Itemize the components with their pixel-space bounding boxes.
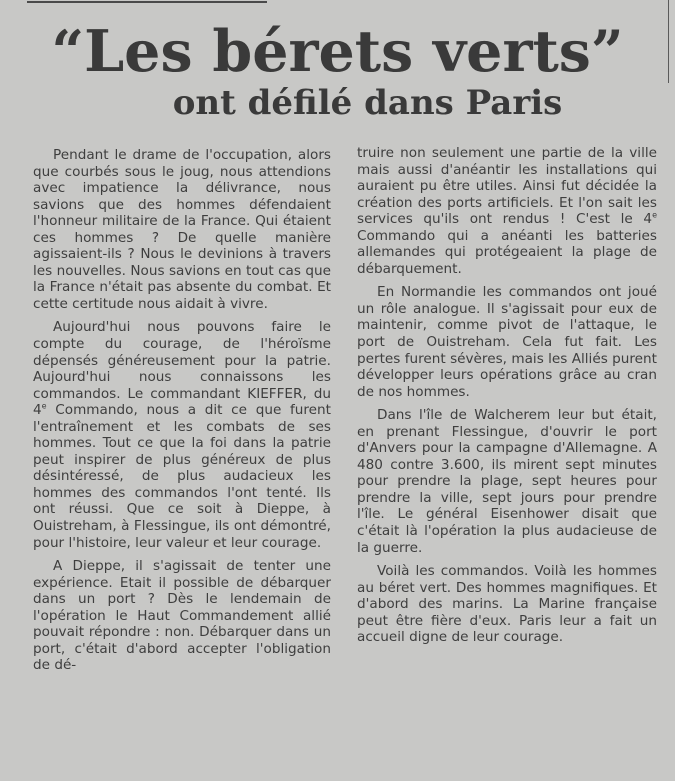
left-column bbox=[33, 147, 331, 681]
right-column bbox=[357, 145, 657, 653]
subheadline: ont défilé dans Paris bbox=[172, 83, 563, 123]
headline: “Les bérets verts” bbox=[51, 18, 624, 85]
paragraph: Aujourd'hui nous pouvons faire le compte du courage, de l'héroïsme dépensés généreusement pour la patrie. Aujourd'hui nous connaissons les commandos. Le commandant KIEFFER, du 4e Commando, nous a dit ce que furent l'entraînement et les combats de ses hommes. Tout ce que la foi dans la patrie peut inspirer de plus généreux de plus désintéressé, de plus audacieux les hommes des commandos l'ont tenté. Ils ont réussi. Que ce soit à Dieppe, à Ouistreham, à Flessingue, ils ont démontré, pour l'histoire, leur valeur et leur courage. bbox=[33, 319, 331, 551]
paragraph: truire non seulement une partie de la ville mais aussi d'anéantir les installations qui auraient pu être utiles. Ainsi fut décidée la création des ports artificiels. Et l'on sait les services qu'ils ont rendus ! C'est le 4e Commando qui a anéanti les batteries allemandes qui protégeaient la plage de débarquement. bbox=[357, 145, 657, 277]
paragraph: Pendant le drame de l'occupation, alors que courbés sous le joug, nous attendions avec impatience la délivrance, nous savions que des hommes défendaient l'honneur militaire de la France. Qui étaient ces hommes ? De quelle manière agissaient-ils ? Nous le devinions à travers les nouvelles. Nous savions en tout cas que la France n'était pas absente du combat. Et cette certitude nous aidait à vivre. bbox=[33, 147, 331, 312]
paragraph: A Dieppe, il s'agissait de tenter une expérience. Etait il possible de débarquer dans un port ? Dès le lendemain de l'opération le Haut Commandement allié pouvait répondre : non. Débarquer dans un port, c'était d'abord accepter l'obligation de dé- bbox=[33, 558, 331, 674]
paragraph: Voilà les commandos. Voilà les hommes au béret vert. Des hommes magnifiques. Et d'abord des marins. La Marine française peut être fière d'eux. Paris leur a fait un accueil digne de leur courage. bbox=[357, 563, 657, 646]
paragraph: Dans l'île de Walcherem leur but était, en prenant Flessingue, d'ouvrir le port d'Anvers pour la campagne d'Allemagne. A 480 contre 3.600, ils mirent sept minutes pour prendre la plage, sept heures pour prendre la ville, sept jours pour prendre l'île. Le général Eisenhower disait que c'était là l'opération la plus audacieuse de la guerre. bbox=[357, 407, 657, 556]
paragraph: En Normandie les commandos ont joué un rôle analogue. Il s'agissait pour eux de maintenir, comme pivot de l'attaque, le port de Ouistreham. Cela fut fait. Les pertes furent sévères, mais les Alliés purent développer leurs opérations grâce au cran de nos hommes. bbox=[357, 284, 657, 400]
top-rule bbox=[27, 1, 267, 3]
